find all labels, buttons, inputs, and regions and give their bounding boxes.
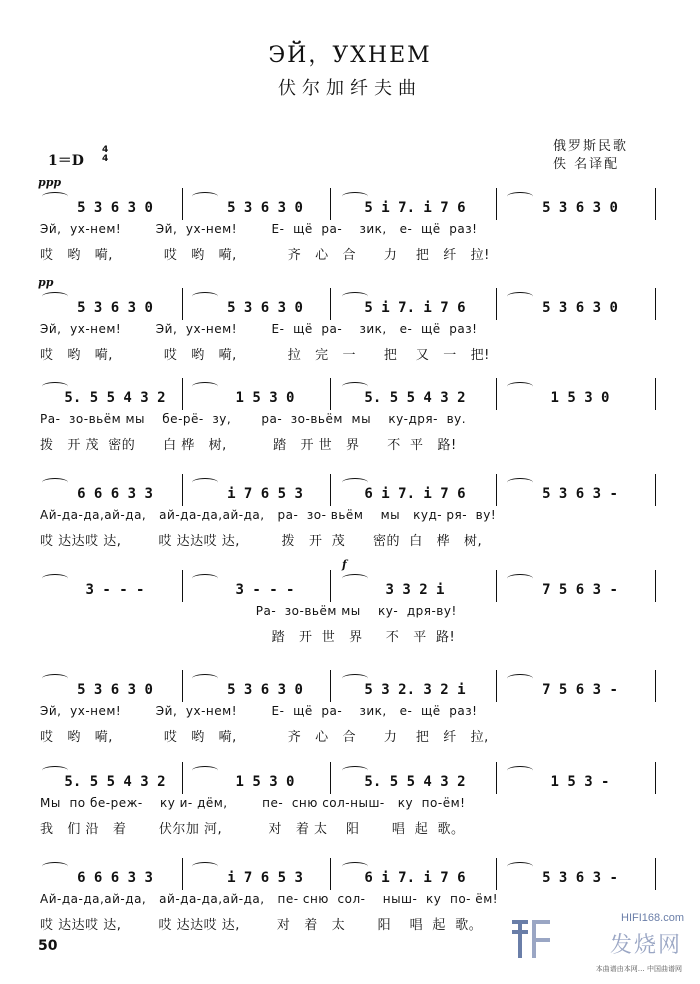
slur-mark bbox=[42, 766, 68, 775]
lyrics-russian: Ра- зо-вьём мы ку- дря-ву! bbox=[40, 604, 457, 618]
barline bbox=[496, 188, 497, 220]
score-system bbox=[0, 388, 700, 468]
dynamic-marking: pp bbox=[38, 276, 54, 289]
credit-origin: 俄罗斯民歌 bbox=[553, 139, 629, 154]
measure bbox=[340, 580, 490, 600]
site-small-note: 本曲谱由本网… 中国曲谱网 bbox=[595, 965, 682, 973]
score-system bbox=[0, 558, 700, 660]
barline bbox=[496, 288, 497, 320]
measure-notes: 5 3 6 3 0 bbox=[227, 300, 303, 316]
score-system bbox=[0, 484, 700, 564]
barline bbox=[182, 570, 183, 602]
slur-mark bbox=[507, 674, 533, 683]
barline bbox=[655, 570, 656, 602]
barline bbox=[655, 762, 656, 794]
slur-mark bbox=[192, 862, 218, 871]
measure bbox=[340, 680, 490, 700]
barline bbox=[655, 378, 656, 410]
barline bbox=[330, 474, 331, 506]
lyrics-russian: Ай-да-да,ай-да, ай-да-да,ай-да, ра- зо- вьём мы куд- ря- ву! bbox=[40, 508, 497, 522]
site-url: HIFI168.com bbox=[621, 912, 684, 924]
barline bbox=[655, 188, 656, 220]
barline bbox=[655, 288, 656, 320]
measure-notes: 1 5 3 0 bbox=[235, 774, 295, 790]
measure bbox=[40, 680, 190, 700]
slur-mark bbox=[507, 478, 533, 487]
barline bbox=[496, 762, 497, 794]
measure-notes: 1 5 3 0 bbox=[550, 390, 610, 406]
measure bbox=[40, 580, 190, 600]
measure-notes: 5 3 2. 3 2 i bbox=[364, 682, 466, 698]
measure bbox=[40, 298, 190, 318]
barline bbox=[182, 288, 183, 320]
measure bbox=[505, 198, 655, 218]
measure-notes: 5 3 6 3 0 bbox=[77, 200, 153, 216]
slur-mark bbox=[507, 766, 533, 775]
measure-notes: 5. 5 5 4 3 2 bbox=[64, 774, 166, 790]
slur-mark bbox=[507, 862, 533, 871]
measure-notes: 6 i 7. i 7 6 bbox=[364, 870, 466, 886]
measure-notes: 5 3 6 3 - bbox=[542, 870, 618, 886]
slur-mark bbox=[192, 674, 218, 683]
slur-mark bbox=[192, 382, 218, 391]
measure bbox=[190, 580, 340, 600]
measure-notes: 3 - - - bbox=[235, 582, 295, 598]
measure-notes: 5. 5 5 4 3 2 bbox=[364, 390, 466, 406]
measure-notes: 5 3 6 3 0 bbox=[227, 682, 303, 698]
lyrics-chinese: 哎 哟 嗬, 哎 哟 嗬, 拉 完 一 把 又 一 把! bbox=[40, 348, 490, 363]
measure bbox=[505, 772, 655, 792]
measure bbox=[340, 772, 490, 792]
measure bbox=[505, 580, 655, 600]
song-subtitle: 伏尔加纤夫曲 bbox=[278, 78, 422, 99]
slur-mark bbox=[42, 478, 68, 487]
slur-mark bbox=[42, 862, 68, 871]
lyrics-chinese: 我 们 沿 着 伏尔加 河, 对 着 太 阳 唱 起 歌。 bbox=[40, 822, 465, 837]
slur-mark bbox=[42, 192, 68, 201]
slur-mark bbox=[192, 292, 218, 301]
measure bbox=[40, 868, 190, 888]
measure bbox=[190, 484, 340, 504]
measure bbox=[40, 198, 190, 218]
lyrics-russian: Эй, ух-нем! Эй, ух-нем! Е- щё ра- зик, е- щё раз! bbox=[40, 222, 478, 236]
measure bbox=[505, 680, 655, 700]
slur-mark bbox=[42, 382, 68, 391]
measure-notes: 5 i 7. i 7 6 bbox=[364, 300, 466, 316]
slur-mark bbox=[192, 574, 218, 583]
measure bbox=[190, 868, 340, 888]
credit-translator: 佚 名译配 bbox=[553, 157, 620, 172]
measure bbox=[340, 388, 490, 408]
slur-mark bbox=[342, 382, 368, 391]
measure-notes: 3 3 2 i bbox=[385, 582, 445, 598]
lyrics-russian: Ай-да-да,ай-да, ай-да-да,ай-да, пе- сню сол- ныш- ку по- ём! bbox=[40, 892, 499, 906]
barline bbox=[182, 858, 183, 890]
slur-mark bbox=[342, 862, 368, 871]
page-number: 50 bbox=[38, 938, 58, 954]
slur-mark bbox=[342, 292, 368, 301]
measure bbox=[190, 388, 340, 408]
lyrics-chinese: 哎 哟 嗬, 哎 哟 嗬, 齐 心 合 力 把 纤 拉, bbox=[40, 730, 489, 745]
measure-notes: 1 5 3 - bbox=[550, 774, 610, 790]
site-watermark bbox=[510, 912, 690, 978]
barline bbox=[182, 670, 183, 702]
lyrics-chinese: 哎 达达哎 达, 哎 达达哎 达, 拨 开 茂 密的 白 桦 树, bbox=[40, 534, 483, 549]
slur-mark bbox=[42, 674, 68, 683]
measure-notes: 5 3 6 3 0 bbox=[542, 200, 618, 216]
barline bbox=[330, 858, 331, 890]
lyrics-chinese: 哎 达达哎 达, 哎 达达哎 达, 对 着 太 阳 唱 起 歌。 bbox=[40, 918, 483, 933]
barline bbox=[330, 670, 331, 702]
score-system bbox=[0, 680, 700, 760]
lyrics-chinese: 哎 哟 嗬, 哎 哟 嗬, 齐 心 合 力 把 纤 拉! bbox=[40, 248, 490, 263]
measure bbox=[340, 198, 490, 218]
slur-mark bbox=[192, 192, 218, 201]
barline bbox=[330, 762, 331, 794]
slur-mark bbox=[507, 382, 533, 391]
barline bbox=[496, 474, 497, 506]
measure-notes: 3 - - - bbox=[85, 582, 145, 598]
barline bbox=[330, 570, 331, 602]
slur-mark bbox=[342, 674, 368, 683]
barline bbox=[182, 378, 183, 410]
slur-mark bbox=[342, 192, 368, 201]
barline bbox=[330, 288, 331, 320]
slur-mark bbox=[342, 478, 368, 487]
measure bbox=[340, 298, 490, 318]
score-system bbox=[0, 276, 700, 378]
measure-notes: 5 i 7. i 7 6 bbox=[364, 200, 466, 216]
measure bbox=[505, 388, 655, 408]
dynamic-marking: ppp bbox=[38, 176, 62, 189]
barline bbox=[655, 858, 656, 890]
measure bbox=[505, 484, 655, 504]
measure-notes: 6 i 7. i 7 6 bbox=[364, 486, 466, 502]
measure-notes: 5 3 6 3 0 bbox=[542, 300, 618, 316]
slur-mark bbox=[192, 478, 218, 487]
measure-notes: 5 3 6 3 - bbox=[542, 486, 618, 502]
slur-mark bbox=[42, 574, 68, 583]
score-system bbox=[0, 772, 700, 852]
measure-notes: 5. 5 5 4 3 2 bbox=[364, 774, 466, 790]
measure-notes: 6 6 6 3 3 bbox=[77, 870, 153, 886]
measure-notes: 7 5 6 3 - bbox=[542, 682, 618, 698]
key-signature: 1＝D bbox=[48, 153, 84, 169]
measure bbox=[190, 298, 340, 318]
barline bbox=[182, 762, 183, 794]
barline bbox=[655, 670, 656, 702]
slur-mark bbox=[342, 766, 368, 775]
measure bbox=[190, 772, 340, 792]
slur-mark bbox=[507, 292, 533, 301]
slur-mark bbox=[42, 292, 68, 301]
measure-notes: 7 5 6 3 - bbox=[542, 582, 618, 598]
measure bbox=[340, 868, 490, 888]
measure bbox=[190, 198, 340, 218]
measure bbox=[190, 680, 340, 700]
measure bbox=[40, 772, 190, 792]
measure bbox=[505, 298, 655, 318]
barline bbox=[182, 474, 183, 506]
measure-notes: 5 3 6 3 0 bbox=[77, 682, 153, 698]
song-title: ЭЙ，УХНЕМ bbox=[268, 43, 432, 68]
lyrics-russian: Ра- зо-вьём мы бе-рё- зу, ра- зо-вьём мы ку-дря- ву. bbox=[40, 412, 467, 426]
site-brand: 发烧网 bbox=[609, 933, 682, 958]
measure bbox=[40, 484, 190, 504]
measure bbox=[40, 388, 190, 408]
barline bbox=[655, 474, 656, 506]
measure bbox=[505, 868, 655, 888]
slur-mark bbox=[507, 574, 533, 583]
barline bbox=[330, 188, 331, 220]
barline bbox=[330, 378, 331, 410]
barline bbox=[496, 378, 497, 410]
dynamic-marking: f bbox=[342, 558, 347, 571]
score-system bbox=[0, 176, 700, 278]
measure-notes: 1 5 3 0 bbox=[235, 390, 295, 406]
barline bbox=[182, 188, 183, 220]
measure bbox=[340, 484, 490, 504]
lyrics-russian: Мы по бе-реж- ку и- дём, пе- сню сол-ныш- ку по-ём! bbox=[40, 796, 466, 810]
measure-notes: i 7 6 5 3 bbox=[227, 486, 303, 502]
lyrics-chinese: 拨 开 茂 密的 白 桦 树, 踏 开 世 界 不 平 路! bbox=[40, 438, 457, 453]
lyrics-chinese: 踏 开 世 界 不 平 路! bbox=[40, 630, 456, 645]
measure-notes: 6 6 6 3 3 bbox=[77, 486, 153, 502]
lyrics-russian: Эй, ух-нем! Эй, ух-нем! Е- щё ра- зик, е- щё раз! bbox=[40, 322, 478, 336]
measure-notes: 5 3 6 3 0 bbox=[77, 300, 153, 316]
barline bbox=[496, 570, 497, 602]
lyrics-russian: Эй, ух-нем! Эй, ух-нем! Е- щё ра- зик, е- щё раз! bbox=[40, 704, 478, 718]
barline bbox=[496, 670, 497, 702]
slur-mark bbox=[192, 766, 218, 775]
measure-notes: i 7 6 5 3 bbox=[227, 870, 303, 886]
site-logo-icon bbox=[510, 916, 554, 962]
slur-mark bbox=[342, 574, 368, 583]
measure-notes: 5. 5 5 4 3 2 bbox=[64, 390, 166, 406]
slur-mark bbox=[507, 192, 533, 201]
time-signature: 4 4 bbox=[102, 145, 109, 164]
measure-notes: 5 3 6 3 0 bbox=[227, 200, 303, 216]
barline bbox=[496, 858, 497, 890]
